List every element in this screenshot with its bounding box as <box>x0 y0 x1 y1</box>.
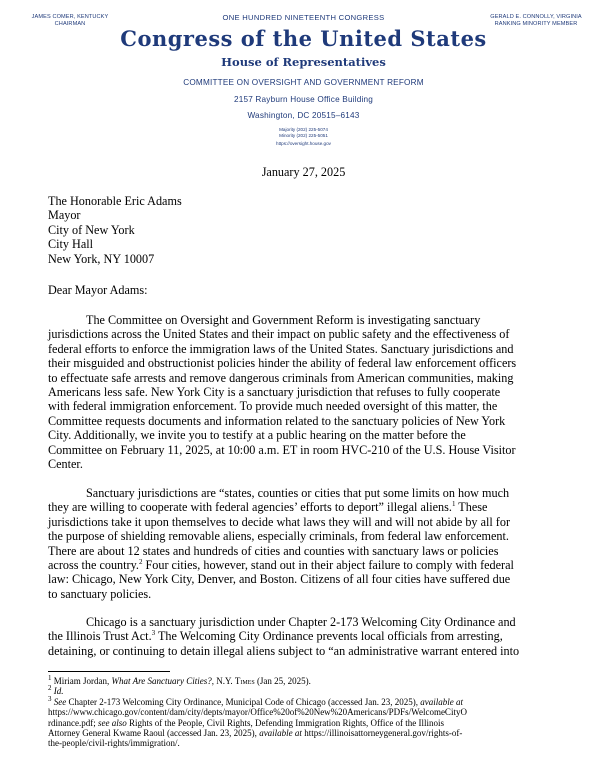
recipient-line: City of New York <box>48 222 135 237</box>
footnote-3-cont <box>48 728 573 738</box>
committee-website: https://oversight.house.gov <box>276 141 331 146</box>
office-address: 2157 Rayburn House Office Building <box>233 95 374 104</box>
recipient-line: City Hall <box>48 237 94 252</box>
house-title: House of Representatives <box>221 55 386 69</box>
text-run: Chapter 2-173 Welcoming City Ordinance, Municipal Code of Chicago (accessed Jan. 23, 2025), <box>66 696 421 707</box>
ranking-member-title: RANKING MINORITY MEMBER <box>494 21 578 27</box>
recipient-line: The Honorable Eric Adams <box>48 194 182 208</box>
letter-date: January 27, 2025 <box>261 165 346 179</box>
recipient-line: New York, NY 10007 <box>48 251 155 266</box>
text-run[interactable]: rdinance.pdf <box>48 717 94 728</box>
text-run: What Are Sanctuary Cities? <box>111 676 212 686</box>
phone-numbers <box>0 127 607 139</box>
text-run: (Jan 25, 2025). <box>254 676 311 686</box>
footnote-ref: 1 <box>451 500 456 509</box>
footnote-3 <box>48 694 573 707</box>
text-run: See <box>53 696 67 707</box>
text-run: the Illinois Trust Act. <box>48 629 152 644</box>
paragraph-line: Sanctuary jurisdictions are “states, counties or cities that put some limits on how much <box>86 486 510 500</box>
footnote-3-url-end[interactable]: the-people/civil-rights/immigration/. <box>48 738 180 749</box>
footnote-ref: 3 <box>151 629 156 638</box>
text-run: , N.Y. <box>211 676 235 686</box>
footnote-divider <box>48 671 170 672</box>
text-run: see also <box>98 717 127 728</box>
paragraph-line: Center. <box>48 457 83 472</box>
paragraph-line: jurisdictions take it upon themselves to decide what laws they will and will not abide by all for <box>48 514 511 529</box>
text-run: they are willing to cooperate with federal agencies’ efforts to deport” illegal aliens. <box>48 500 452 515</box>
text-run: available at <box>259 728 302 739</box>
footnote-ref: 2 <box>138 557 143 566</box>
paragraph-line: the purpose of shielding removable aliens, especially criminals, from federal law enforcement. <box>48 529 509 544</box>
text-run[interactable]: https://illinoisattorneygeneral.gov/rights-of- <box>301 728 463 739</box>
paragraph-line: federal efforts to enforce the immigration laws of the United States. Sanctuary jurisdictions and <box>48 341 514 356</box>
salutation: Dear Mayor Adams: <box>48 283 148 297</box>
footnote-2 <box>48 686 573 696</box>
text-run: Miriam Jordan, <box>51 676 112 686</box>
minority-phone: Minority (202) 225-5051 <box>279 133 328 138</box>
text-run: Id. <box>53 686 64 697</box>
paragraph-line: Committee on February 11, 2025, at 10:00 a.m. ET in room HVC-210 of the U.S. House Visitor <box>48 442 516 457</box>
recipient-address <box>48 194 182 266</box>
majority-phone: Majority (202) 225-5074 <box>279 127 328 132</box>
footnote-number: 1 <box>48 674 52 682</box>
committee-name: COMMITTEE ON OVERSIGHT AND GOVERNMENT REFORM <box>183 78 424 87</box>
paragraph-sanctuary <box>48 486 570 601</box>
text-run: Rights of the People, Civil Rights, Defending Immigration Rights, Office of the Illinois <box>126 717 445 728</box>
footnote-3-url[interactable]: https://www.chicago.gov/content/dam/city/depts/mayor/Office%20of%20New%20Americans/PDFs/WelcomeCityO <box>48 707 467 718</box>
paragraph-line: Committee requests documents and information related to the sanctuary policies of New York <box>48 413 506 428</box>
paragraph-chicago <box>48 615 570 658</box>
paragraph-line: There are about 12 states and hundreds of cities and counties with sanctuary laws or policies <box>48 543 499 558</box>
chairman-title: CHAIRMAN <box>54 21 86 27</box>
text-run: available at <box>420 696 464 707</box>
paragraph-line: with federal immigration enforcement. To provide much needed oversight of this matter, the <box>48 399 498 414</box>
footnote-1 <box>48 676 573 686</box>
paragraph-line: to effectuate safe arrests and remove dangerous criminals from American communities, making <box>48 370 514 385</box>
text-run: across the country. <box>48 558 139 573</box>
ranking-member-name: GERALD E. CONNOLLY, VIRGINIA <box>490 14 582 20</box>
footnote-3-cont: rdinance.pdf; see also Rights of the People, Civil Rights, Defending Immigration Rights, Office of the Illinois <box>48 717 445 728</box>
paragraph-line: The Committee on Oversight and Government Reform is investigating sanctuary <box>86 313 481 327</box>
office-city: Washington, DC 20515–6143 <box>247 111 360 120</box>
congress-heading: ONE HUNDRED NINETEENTH CONGRESS <box>222 13 385 22</box>
paragraph-line: detaining, or continuing to detain illegal aliens subject to “an administrative warrant entered into <box>48 643 520 658</box>
chairman-name: JAMES COMER, KENTUCKY <box>31 14 109 20</box>
paragraph-line: jurisdictions across the United States and their impact on public safety and the effectiveness of <box>48 327 510 342</box>
congress-title: Congress of the United States <box>120 26 487 51</box>
text-run: The Welcoming City Ordinance prevents local officials from arresting, <box>155 629 503 644</box>
footnote-number: 3 <box>48 694 52 703</box>
paragraph-line: to sanctuary policies. <box>48 586 152 601</box>
text-run: Times <box>234 676 255 686</box>
paragraph-line: Chicago is a sanctuary jurisdiction under Chapter 2-173 Welcoming City Ordinance and <box>86 615 516 629</box>
paragraph-intro <box>48 313 570 471</box>
text-run: Four cities, however, stand out in their abject failure to comply with federal <box>142 558 514 573</box>
paragraph-line: Americans less safe. New York City is a sanctuary jurisdiction that refuses to fully cooperate <box>48 385 501 400</box>
paragraph-line <box>48 629 570 643</box>
paragraph-line: City. Additionally, we invite you to testify at a public hearing on the matter before the <box>48 428 466 443</box>
text-run: Attorney General Kwame Raoul (accessed Jan. 23, 2025), <box>48 728 260 739</box>
paragraph-line <box>48 500 570 514</box>
paragraph-line: their misguided and obstructionist policies hinder the ability of federal law enforcement officers <box>48 356 517 371</box>
footnote-number: 2 <box>48 684 52 693</box>
paragraph-line: law: Chicago, New York City, Denver, and Boston. Citizens of all four cities have suffered due <box>48 572 511 587</box>
footnotes <box>48 676 573 749</box>
recipient-line: Mayor <box>48 208 81 223</box>
paragraph-line <box>48 558 570 572</box>
text-run: These <box>455 500 488 515</box>
